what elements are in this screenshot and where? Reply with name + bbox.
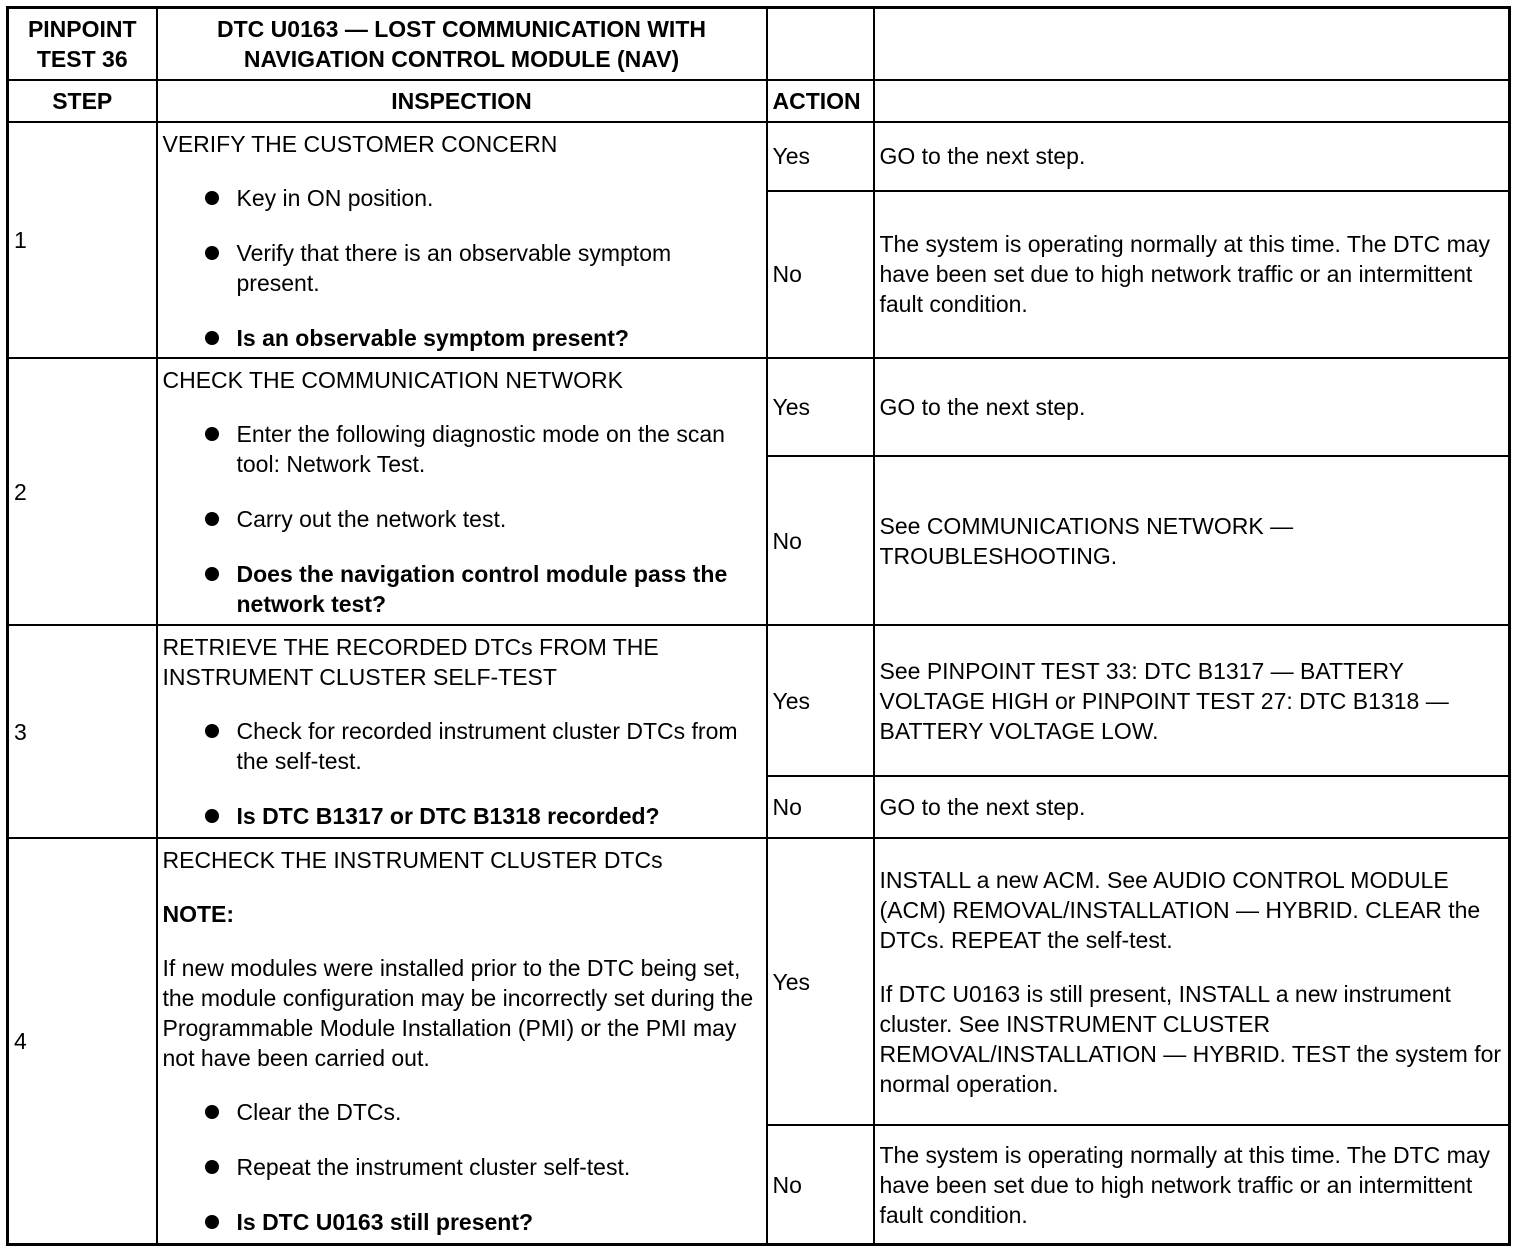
bullet-list bbox=[163, 183, 761, 353]
result-yes bbox=[874, 838, 1510, 1125]
bullet-icon bbox=[205, 1105, 219, 1119]
action-yes: Yes bbox=[767, 358, 874, 456]
list-item: Verify that there is an observable symptom present. bbox=[201, 238, 761, 298]
inspection-cell bbox=[157, 625, 767, 837]
list-item: Carry out the network test. bbox=[201, 504, 761, 534]
action-yes: Yes bbox=[767, 122, 874, 191]
result-yes-text: INSTALL a new ACM. See AUDIO CONTROL MODULE (ACM) REMOVAL/INSTALLATION — HYBRID. CLEAR the DTCs. REPEAT the self-test. bbox=[879, 866, 1481, 953]
step-title: RETRIEVE THE RECORDED DTCs FROM THE INSTRUMENT CLUSTER SELF-TEST bbox=[162, 634, 659, 691]
step-title: RECHECK THE INSTRUMENT CLUSTER DTCs bbox=[162, 846, 663, 873]
col-step: STEP bbox=[8, 80, 157, 122]
note-label: NOTE: bbox=[162, 900, 235, 927]
col-inspection: INSPECTION bbox=[157, 80, 767, 122]
step-title: CHECK THE COMMUNICATION NETWORK bbox=[162, 367, 623, 394]
bullet-icon bbox=[205, 1160, 219, 1174]
question-item: Is an observable symptom present? bbox=[201, 323, 761, 353]
note-text: If new modules were installed prior to the DTC being set, the module configuration may be incorrectly set during the Programmable Module Installation (PMI) or the PMI may not have been carried out. bbox=[162, 954, 754, 1071]
pinpoint-test-table bbox=[6, 6, 1511, 1246]
result-yes: See PINPOINT TEST 33: DTC B1317 — BATTERY VOLTAGE HIGH or PINPOINT TEST 27: DTC B1318 — BATTERY VOLTAGE LOW. bbox=[874, 625, 1510, 775]
result-no: The system is operating normally at this time. The DTC may have been set due to high network traffic or an intermittent fault condition. bbox=[874, 1125, 1510, 1244]
question-item: Is DTC B1317 or DTC B1318 recorded? bbox=[201, 801, 761, 831]
bullet-list bbox=[163, 419, 761, 619]
action-yes: Yes bbox=[767, 625, 874, 775]
inspection-cell bbox=[157, 838, 767, 1245]
result-yes: GO to the next step. bbox=[874, 358, 1510, 456]
list-item: Clear the DTCs. bbox=[201, 1097, 761, 1127]
col-action: ACTION bbox=[767, 80, 874, 122]
list-item: Check for recorded instrument cluster DTCs from the self-test. bbox=[201, 716, 761, 776]
test-label: PINPOINT TEST 36 bbox=[8, 8, 157, 80]
table-row bbox=[8, 358, 1510, 456]
bullet-icon bbox=[205, 567, 219, 581]
bullet-icon bbox=[205, 331, 219, 345]
result-no: GO to the next step. bbox=[874, 776, 1510, 838]
step-number: 4 bbox=[8, 838, 157, 1245]
result-no: The system is operating normally at this time. The DTC may have been set due to high network traffic or an intermittent fault condition. bbox=[874, 191, 1510, 358]
step-title: VERIFY THE CUSTOMER CONCERN bbox=[162, 130, 558, 157]
step-number: 1 bbox=[8, 122, 157, 358]
action-no: No bbox=[767, 191, 874, 358]
column-header-row bbox=[8, 80, 1510, 122]
table-row bbox=[8, 838, 1510, 1125]
step-number: 2 bbox=[8, 358, 157, 625]
table-row bbox=[8, 122, 1510, 191]
action-yes: Yes bbox=[767, 838, 874, 1125]
action-no: No bbox=[767, 1125, 874, 1244]
action-no: No bbox=[767, 456, 874, 625]
bullet-icon bbox=[205, 246, 219, 260]
bullet-icon bbox=[205, 512, 219, 526]
list-item: Repeat the instrument cluster self-test. bbox=[201, 1152, 761, 1182]
inspection-cell bbox=[157, 122, 767, 358]
table-row bbox=[8, 625, 1510, 775]
test-title: DTC U0163 — LOST COMMUNICATION WITH NAVIGATION CONTROL MODULE (NAV) bbox=[157, 8, 767, 80]
bullet-icon bbox=[205, 1215, 219, 1229]
title-row bbox=[8, 8, 1510, 80]
bullet-icon bbox=[205, 427, 219, 441]
bullet-list bbox=[163, 716, 761, 831]
bullet-icon bbox=[205, 191, 219, 205]
bullet-list bbox=[163, 1097, 761, 1237]
list-item: Key in ON position. bbox=[201, 183, 761, 213]
inspection-cell bbox=[157, 358, 767, 625]
result-no: See COMMUNICATIONS NETWORK — TROUBLESHOOTING. bbox=[874, 456, 1510, 625]
result-yes-text-2: If DTC U0163 is still present, INSTALL a new instrument cluster. See INSTRUMENT CLUSTER REMOVAL/INSTALLATION — HYBRID. TEST the system for normal operation. bbox=[879, 980, 1502, 1097]
question-item: Does the navigation control module pass the network test? bbox=[201, 559, 761, 619]
list-item: Enter the following diagnostic mode on the scan tool: Network Test. bbox=[201, 419, 761, 479]
bullet-icon bbox=[205, 724, 219, 738]
bullet-icon bbox=[205, 809, 219, 823]
step-number: 3 bbox=[8, 625, 157, 837]
result-yes: GO to the next step. bbox=[874, 122, 1510, 191]
action-no: No bbox=[767, 776, 874, 838]
question-item: Is DTC U0163 still present? bbox=[201, 1207, 761, 1237]
